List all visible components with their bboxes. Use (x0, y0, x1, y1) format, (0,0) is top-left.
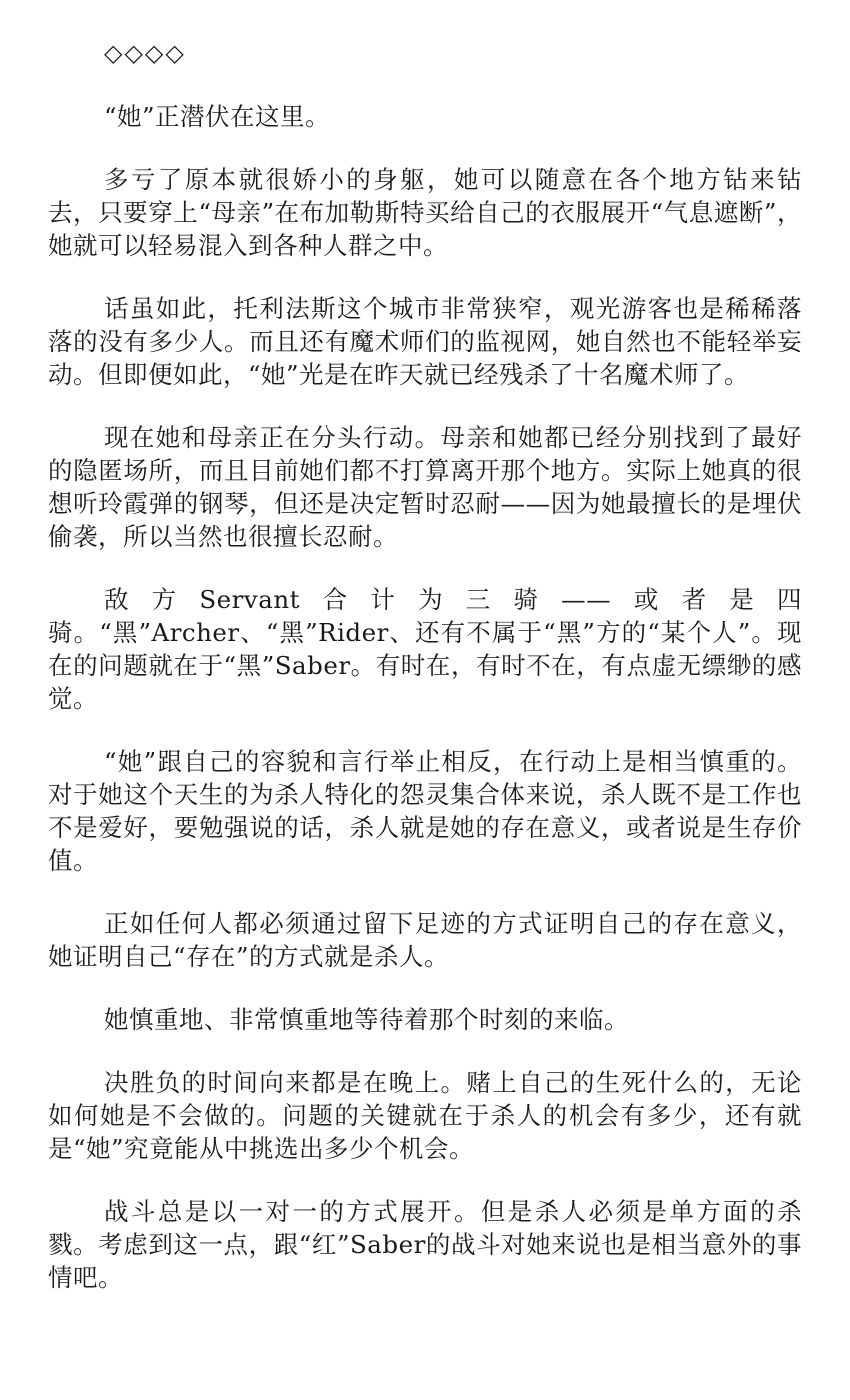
paragraph-9: 决胜负的时间向来都是在晚上。赌上自己的生死什么的，无论如何她是不会做的。问题的关键就在于杀人的机会有多少，还有就是“她”究竟能从中挑选出多少个机会。 (48, 1068, 802, 1163)
paragraph-2: 多亏了原本就很娇小的身躯，她可以随意在各个地方钻来钻去，只要穿上“母亲”在布加勒斯特买给自己的衣服展开“气息遮断”，她就可以轻易混入到各种人群之中。 (48, 165, 802, 260)
paragraph-4: 现在她和母亲正在分头行动。母亲和她都已经分别找到了最好的隐匿场所，而且目前她们都不打算离开那个地方。实际上她真的很想听玲霞弹的钢琴，但还是决定暂时忍耐——因为她最擅长的是埋伏偷袭，所以当然也很擅长忍耐。 (48, 423, 802, 551)
document-page (48, 36, 802, 1324)
section-separator: ◇◇◇◇ (104, 39, 186, 67)
paragraph-7: 正如任何人都必须通过留下足迹的方式证明自己的存在意义，她证明自己“存在”的方式就是杀人。 (48, 909, 802, 971)
paragraph-1: “她”正潜伏在这里。 (104, 102, 331, 131)
paragraph-8: 她慎重地、非常慎重地等待着那个时刻的来临。 (104, 1005, 629, 1034)
paragraph-3: 话虽如此，托利法斯这个城市非常狭窄，观光游客也是稀稀落落的没有多少人。而且还有魔术师们的监视网，她自然也不能轻举妄动。但即便如此，“她”光是在昨天就已经残杀了十名魔术师了。 (48, 294, 802, 389)
paragraph-6: “她”跟自己的容貌和言行举止相反，在行动上是相当慎重的。对于她这个天生的为杀人特化的怨灵集合体来说，杀人既不是工作也不是爱好，要勉强说的话，杀人就是她的存在意义，或者说是生存价值。 (48, 747, 802, 875)
paragraph-5: 敌方Servant合计为三骑——或者是四骑。“黑”Archer、“黑”Rider、还有不属于“黑”方的“某个人”。现在的问题就在于“黑”Saber。有时在，有时不在，有点虚无缥缈的感觉。 (48, 585, 802, 713)
paragraph-10: 战斗总是以一对一的方式展开。但是杀人必须是单方面的杀戮。考虑到这一点，跟“红”Saber的战斗对她来说也是相当意外的事情吧。 (48, 1197, 802, 1292)
